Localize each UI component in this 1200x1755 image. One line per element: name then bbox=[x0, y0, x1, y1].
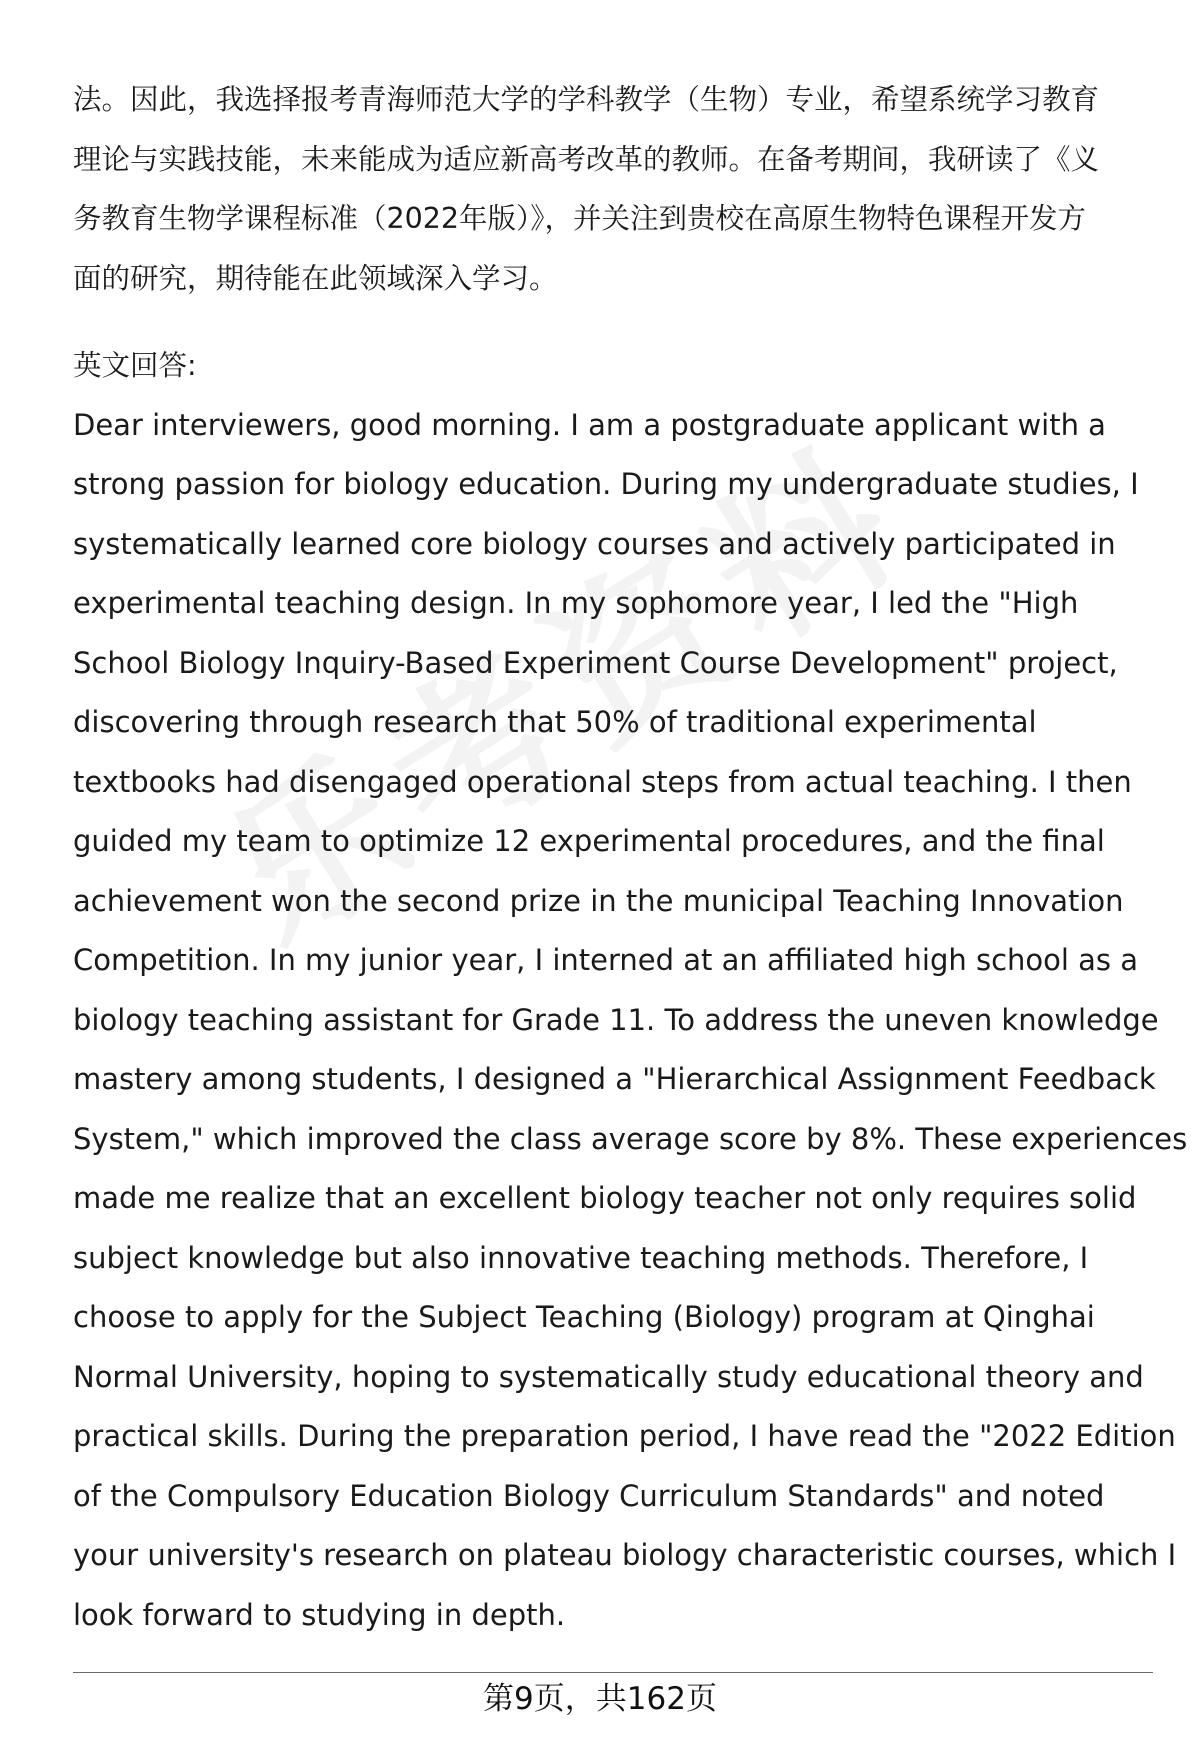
english-line: biology teaching assistant for Grade 11. To address the uneven knowledge bbox=[73, 1002, 1159, 1037]
english-line: strong passion for biology education. During my undergraduate studies, I bbox=[73, 467, 1139, 501]
english-line: Dear interviewers, good morning. I am a postgraduate applicant with a bbox=[73, 407, 1106, 442]
page-number: 第9页，共162页 bbox=[483, 1681, 717, 1717]
english-line: your university's research on plateau biology characteristic courses, which I bbox=[73, 1538, 1177, 1572]
chinese-line: 法。因此，我选择报考青海师范大学的学科教学（生物）专业，希望系统学习教育 bbox=[73, 83, 1100, 116]
english-line: achievement won the second prize in the municipal Teaching Innovation bbox=[73, 883, 1124, 918]
english-line: experimental teaching design. In my sophomore year, I led the "High bbox=[73, 586, 1079, 620]
english-line: Competition. In my junior year, I interned at an affiliated high school as a bbox=[73, 943, 1139, 977]
english-answer-heading: 英文回答: bbox=[73, 349, 197, 382]
english-line: guided my team to optimize 12 experimental procedures, and the final bbox=[73, 824, 1105, 858]
document-body bbox=[73, 70, 1188, 1645]
english-line: textbooks had disengaged operational steps from actual teaching. I then bbox=[73, 764, 1132, 799]
chinese-paragraph bbox=[73, 70, 1153, 308]
english-line: mastery among students, I designed a "Hierarchical Assignment Feedback bbox=[73, 1062, 1156, 1096]
chinese-line: 面的研究，期待能在此领域深入学习。 bbox=[73, 261, 558, 295]
english-line: subject knowledge but also innovative teaching methods. Therefore, I bbox=[73, 1240, 1089, 1275]
english-line: systematically learned core biology courses and actively participated in bbox=[73, 526, 1116, 561]
english-line: System," which improved the class average score by 8%. These experiences bbox=[73, 1121, 1188, 1156]
english-line: look forward to studying in depth. bbox=[73, 1597, 566, 1632]
english-line: Normal University, hoping to systematically study educational theory and bbox=[73, 1359, 1144, 1394]
english-line: School Biology Inquiry-Based Experiment Course Development" project, bbox=[73, 645, 1118, 680]
chinese-line: 理论与实践技能，未来能成为适应新高考改革的教师。在备考期间，我研读了《义 bbox=[73, 142, 1100, 176]
english-line: discovering through research that 50% of traditional experimental bbox=[73, 705, 1037, 739]
english-line: practical skills. During the preparation period, I have read the "2022 Edition bbox=[73, 1419, 1176, 1453]
chinese-line: 务教育生物学课程标准（2022年版）》，并关注到贵校在高原生物特色课程开发方 bbox=[73, 202, 1087, 235]
english-answer-paragraph bbox=[73, 396, 1188, 1646]
footer-divider bbox=[73, 1672, 1153, 1673]
english-line: of the Compulsory Education Biology Curriculum Standards" and noted bbox=[73, 1478, 1105, 1513]
english-line: choose to apply for the Subject Teaching (Biology) program at Qinghai bbox=[73, 1300, 1095, 1334]
english-line: made me realize that an excellent biology teacher not only requires solid bbox=[73, 1181, 1137, 1215]
